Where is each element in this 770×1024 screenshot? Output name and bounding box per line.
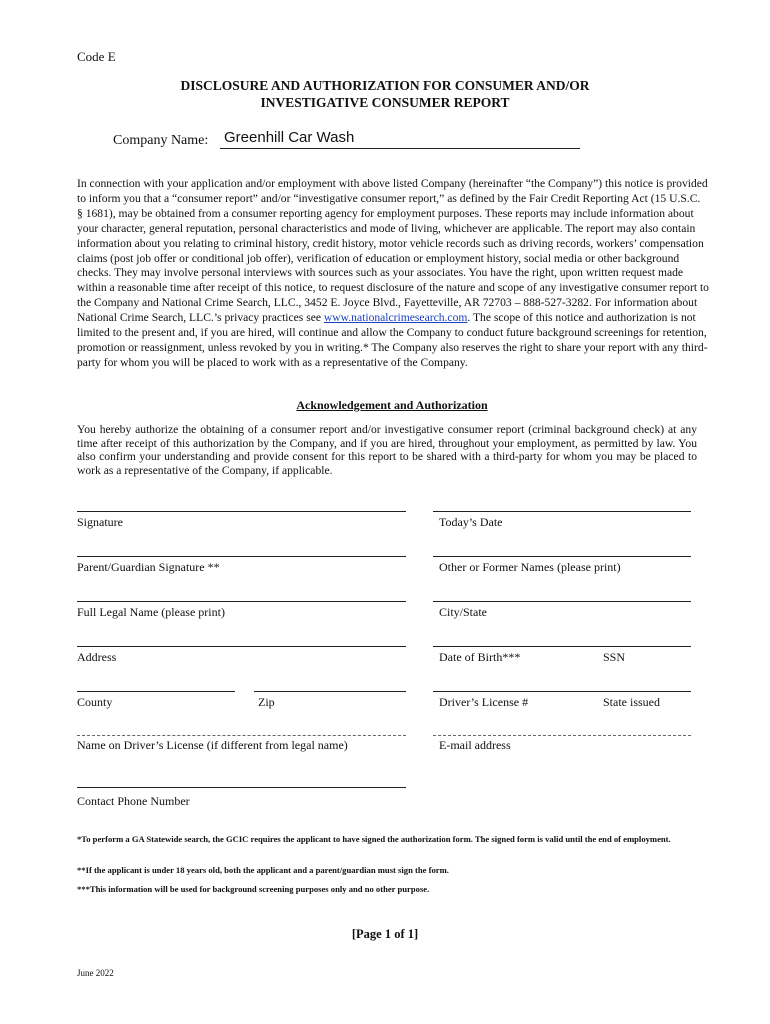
city-state-line[interactable] [433, 601, 691, 602]
note-under-18: **If the applicant is under 18 years old, both the applicant and a parent/guardian must sign the form. [77, 865, 449, 875]
phone-label: Contact Phone Number [77, 794, 190, 808]
note-gcic: *To perform a GA Statewide search, the GCIC requires the applicant to have signed the authorization form. The signed form is valid until the end of employment. [77, 834, 671, 844]
page-title [0, 77, 770, 111]
dob-ssn-line[interactable] [433, 646, 691, 647]
title-line-1: DISCLOSURE AND AUTHORIZATION FOR CONSUMER AND/OR [180, 78, 590, 93]
county-label: County [77, 695, 113, 709]
city-state-label: City/State [439, 605, 487, 619]
signature-label: Signature [77, 515, 123, 529]
page-number: [Page 1 of 1] [351, 927, 419, 941]
zip-line[interactable] [254, 691, 406, 692]
phone-line[interactable] [77, 787, 406, 788]
ssn-label: SSN [603, 650, 626, 664]
full-legal-name-label: Full Legal Name (please print) [77, 605, 225, 619]
address-label: Address [77, 650, 117, 664]
acknowledgement-paragraph: You hereby authorize the obtaining of a consumer report and/or investigative consumer report (criminal background check) at any time after receipt of this authorization by the Company, and if you are hired, throughout your employment, as permitted by law. You also confirm your understanding and provide consent for this report to be shared with a third-party for whom you may be placed to work as a representative of the Company, if applicable. [77, 423, 697, 477]
company-name-label: Company Name: [113, 133, 209, 148]
full-legal-name-line[interactable] [77, 601, 406, 602]
note-purpose: ***This information will be used for background screening purposes only and no other purpose. [77, 884, 430, 894]
title-line-2: INVESTIGATIVE CONSUMER REPORT [260, 95, 510, 110]
signature-line[interactable] [77, 511, 406, 512]
county-line[interactable] [77, 691, 235, 692]
todays-date-label: Today’s Date [439, 515, 503, 529]
drivers-license-label: Driver’s License # [439, 695, 529, 709]
parent-signature-line[interactable] [77, 556, 406, 557]
name-on-license-line[interactable] [77, 735, 406, 736]
dob-label: Date of Birth*** [439, 650, 521, 664]
email-label: E-mail address [439, 738, 511, 752]
other-names-label: Other or Former Names (please print) [439, 560, 621, 574]
nationalcrimesearch-link[interactable]: www.nationalcrimesearch.com [323, 311, 468, 325]
disclosure-text: In connection with your application and/or employment with above listed Company (hereinafter “the Company”) this notice is provided to inform you that a “consumer report” and/or “investigative consumer report,” as defined by the Fair Credit Reporting Act (15 U.S.C. § 1681), may be obtained from a consumer reporting agency for employment purposes. These reports may include information about your character, general reputation, personal characteristics and mode of living, whichever are applicable. The report may also contain information about you relating to criminal history, credit history, motor vehicle records such as driving records, workers’ compensation claims (post job offer or conditional job offer), verification of education or employment history, social media or other background checks. They may involve personal interviews with sources such as your associates. You have the right, upon written request made within a reasonable time after receipt of this notice, to request disclosure of the nature and scope of any investigative consumer report to the Company and National Crime Search, LLC., 3452 E. Joyce Blvd., Fayetteville, AR 72703 – 888-527-3282. For information about National Crime Search, LLC.’s privacy practices see [77, 177, 709, 325]
other-names-line[interactable] [433, 556, 691, 557]
drivers-license-line[interactable] [433, 691, 691, 692]
disclosure-text-end: . The scope of this notice and authorization is not limited to the present and, if you are hired, will continue and allow the Company to conduct future background screenings for retention, promotion or reassignment, unless revoked by you in writing.* The Company also reserves the right to share your report with any third-party for whom you will be placed to work with as a representative of the Company. [77, 311, 708, 369]
state-issued-label: State issued [603, 695, 660, 709]
company-name-line [220, 148, 580, 149]
todays-date-line[interactable] [433, 511, 691, 512]
form-code: Code E [77, 49, 116, 64]
revision-date: June 2022 [77, 968, 114, 978]
company-name-field[interactable]: Greenhill Car Wash [224, 129, 355, 146]
zip-label: Zip [258, 695, 275, 709]
disclosure-paragraph [77, 177, 709, 371]
address-line[interactable] [77, 646, 406, 647]
name-on-license-label: Name on Driver’s License (if different from legal name) [77, 738, 348, 752]
parent-signature-label: Parent/Guardian Signature ** [77, 560, 220, 574]
email-line[interactable] [433, 735, 691, 736]
acknowledgement-heading: Acknowledgement and Authorization [296, 398, 488, 412]
